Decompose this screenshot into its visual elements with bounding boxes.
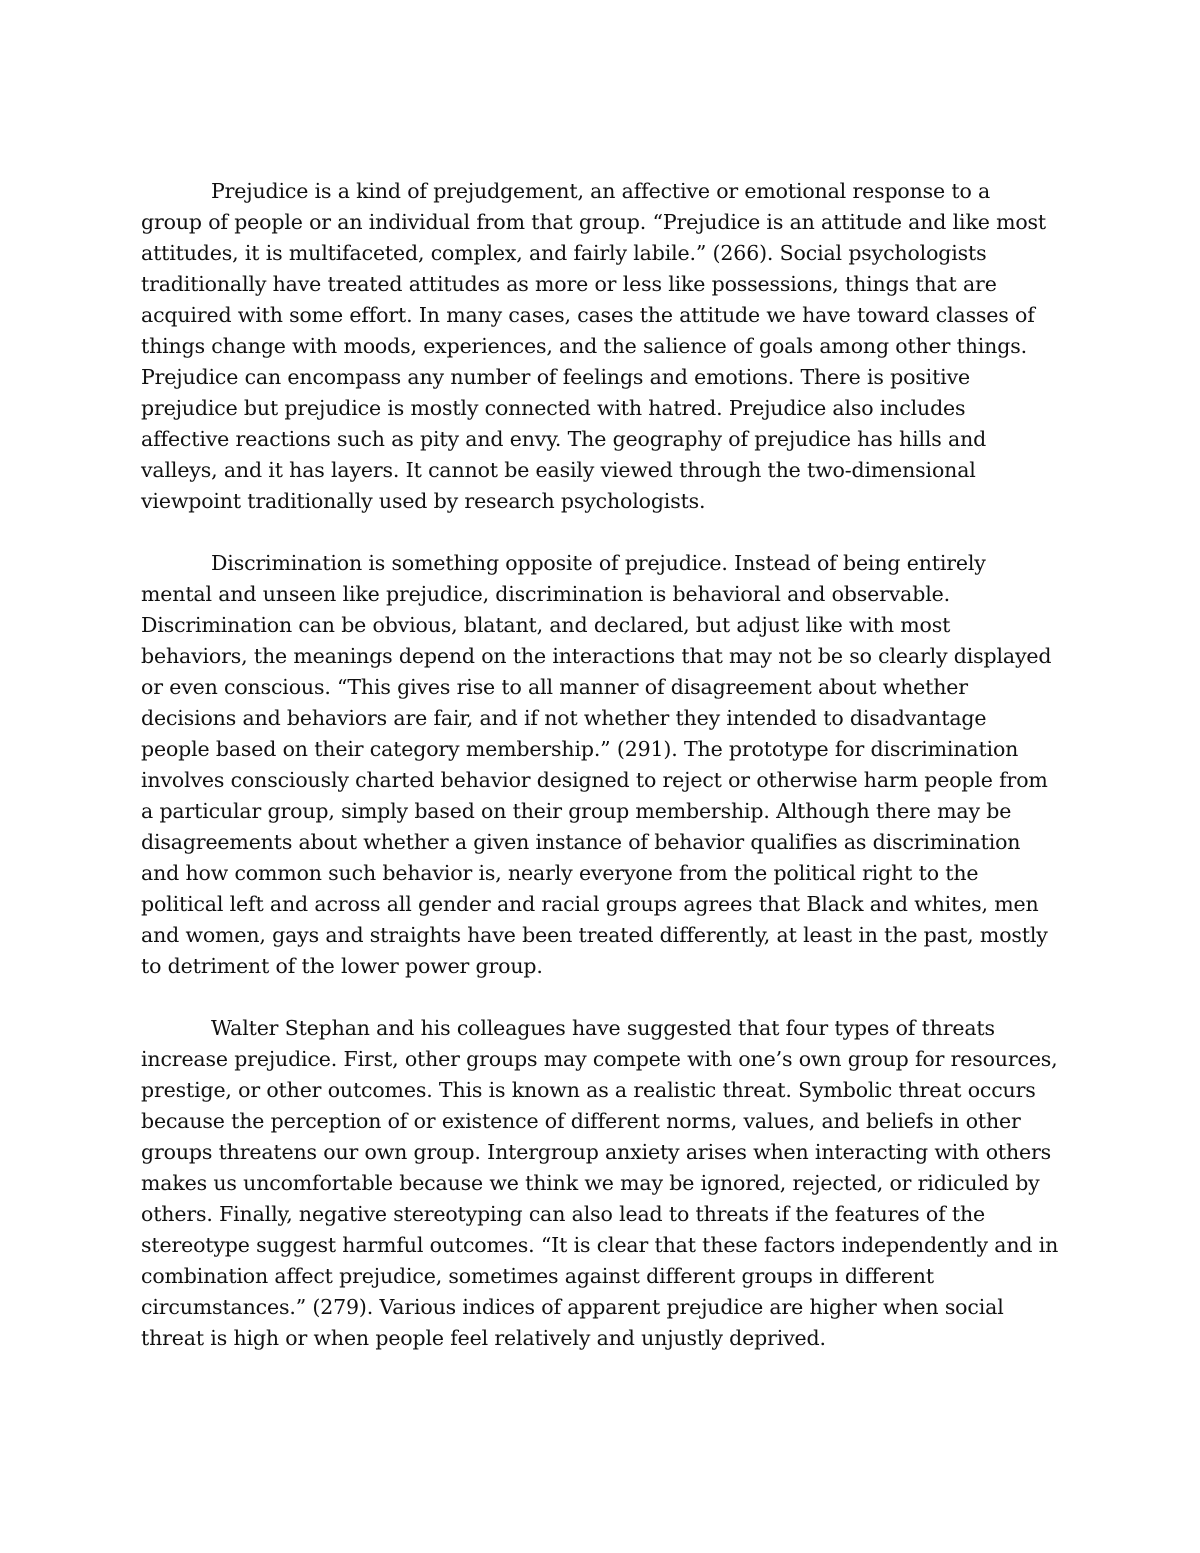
text-line: a particular group, simply based on their group membership. Although there may be — [141, 799, 1012, 823]
text-line: stereotype suggest harmful outcomes. “It is clear that these factors independently and in — [141, 1233, 1059, 1257]
text-line: valleys, and it has layers. It cannot be easily viewed through the two-dimensional — [141, 458, 976, 482]
text-line: or even conscious. “This gives rise to all manner of disagreement about whether — [141, 675, 968, 699]
text-line: prejudice but prejudice is mostly connected with hatred. Prejudice also includes — [141, 396, 966, 420]
text-line: group of people or an individual from that group. “Prejudice is an attitude and like most — [141, 210, 1047, 234]
paragraph-gap — [141, 982, 1059, 1013]
text-line: disagreements about whether a given instance of behavior qualifies as discrimination — [141, 830, 1021, 854]
text-line: threat is high or when people feel relatively and unjustly deprived. — [141, 1326, 826, 1350]
text-line: attitudes, it is multifaceted, complex, and fairly labile.” (266). Social psychologists — [141, 241, 987, 265]
text-line: makes us uncomfortable because we think we may be ignored, rejected, or ridiculed by — [141, 1171, 1040, 1195]
text-line: involves consciously charted behavior designed to reject or otherwise harm people from — [141, 768, 1048, 792]
text-line: groups threatens our own group. Intergroup anxiety arises when interacting with others — [141, 1140, 1052, 1164]
text-line: increase prejudice. First, other groups may compete with one’s own group for resources, — [141, 1047, 1058, 1071]
text-line: people based on their category membership.” (291). The prototype for discrimination — [141, 737, 1019, 761]
text-line: circumstances.” (279). Various indices of apparent prejudice are higher when social — [141, 1295, 1004, 1319]
text-line: political left and across all gender and racial groups agrees that Black and whites, men — [141, 892, 1039, 916]
text-line: traditionally have treated attitudes as more or less like possessions, things that are — [141, 272, 997, 296]
text-line: mental and unseen like prejudice, discrimination is behavioral and observable. — [141, 582, 950, 606]
document-body — [141, 176, 1059, 1354]
text-line: and women, gays and straights have been treated differently, at least in the past, mostly — [141, 923, 1048, 947]
text-line: and how common such behavior is, nearly everyone from the political right to the — [141, 861, 979, 885]
text-line: Prejudice is a kind of prejudgement, an affective or emotional response to a — [211, 179, 991, 203]
text-line: to detriment of the lower power group. — [141, 954, 543, 978]
text-line: combination affect prejudice, sometimes against different groups in different — [141, 1264, 934, 1288]
paragraph — [141, 176, 1059, 517]
paragraph-gap — [141, 517, 1059, 548]
text-line: others. Finally, negative stereotyping can also lead to threats if the features of the — [141, 1202, 985, 1226]
text-line: affective reactions such as pity and envy. The geography of prejudice has hills and — [141, 427, 987, 451]
text-line: decisions and behaviors are fair, and if not whether they intended to disadvantage — [141, 706, 987, 730]
text-line: Discrimination is something opposite of prejudice. Instead of being entirely — [211, 551, 986, 575]
text-line: because the perception of or existence of different norms, values, and beliefs in other — [141, 1109, 1021, 1133]
text-line: viewpoint traditionally used by research psychologists. — [141, 489, 706, 513]
text-line: behaviors, the meanings depend on the interactions that may not be so clearly displayed — [141, 644, 1052, 668]
text-line: prestige, or other outcomes. This is known as a realistic threat. Symbolic threat occurs — [141, 1078, 1036, 1102]
paragraph — [141, 548, 1059, 982]
text-line: Discrimination can be obvious, blatant, and declared, but adjust like with most — [141, 613, 951, 637]
text-line: Prejudice can encompass any number of feelings and emotions. There is positive — [141, 365, 970, 389]
paragraph — [141, 1013, 1059, 1354]
text-line: Walter Stephan and his colleagues have suggested that four types of threats — [211, 1016, 995, 1040]
text-line: things change with moods, experiences, and the salience of goals among other things. — [141, 334, 1027, 358]
text-line: acquired with some effort. In many cases, cases the attitude we have toward classes of — [141, 303, 1035, 327]
